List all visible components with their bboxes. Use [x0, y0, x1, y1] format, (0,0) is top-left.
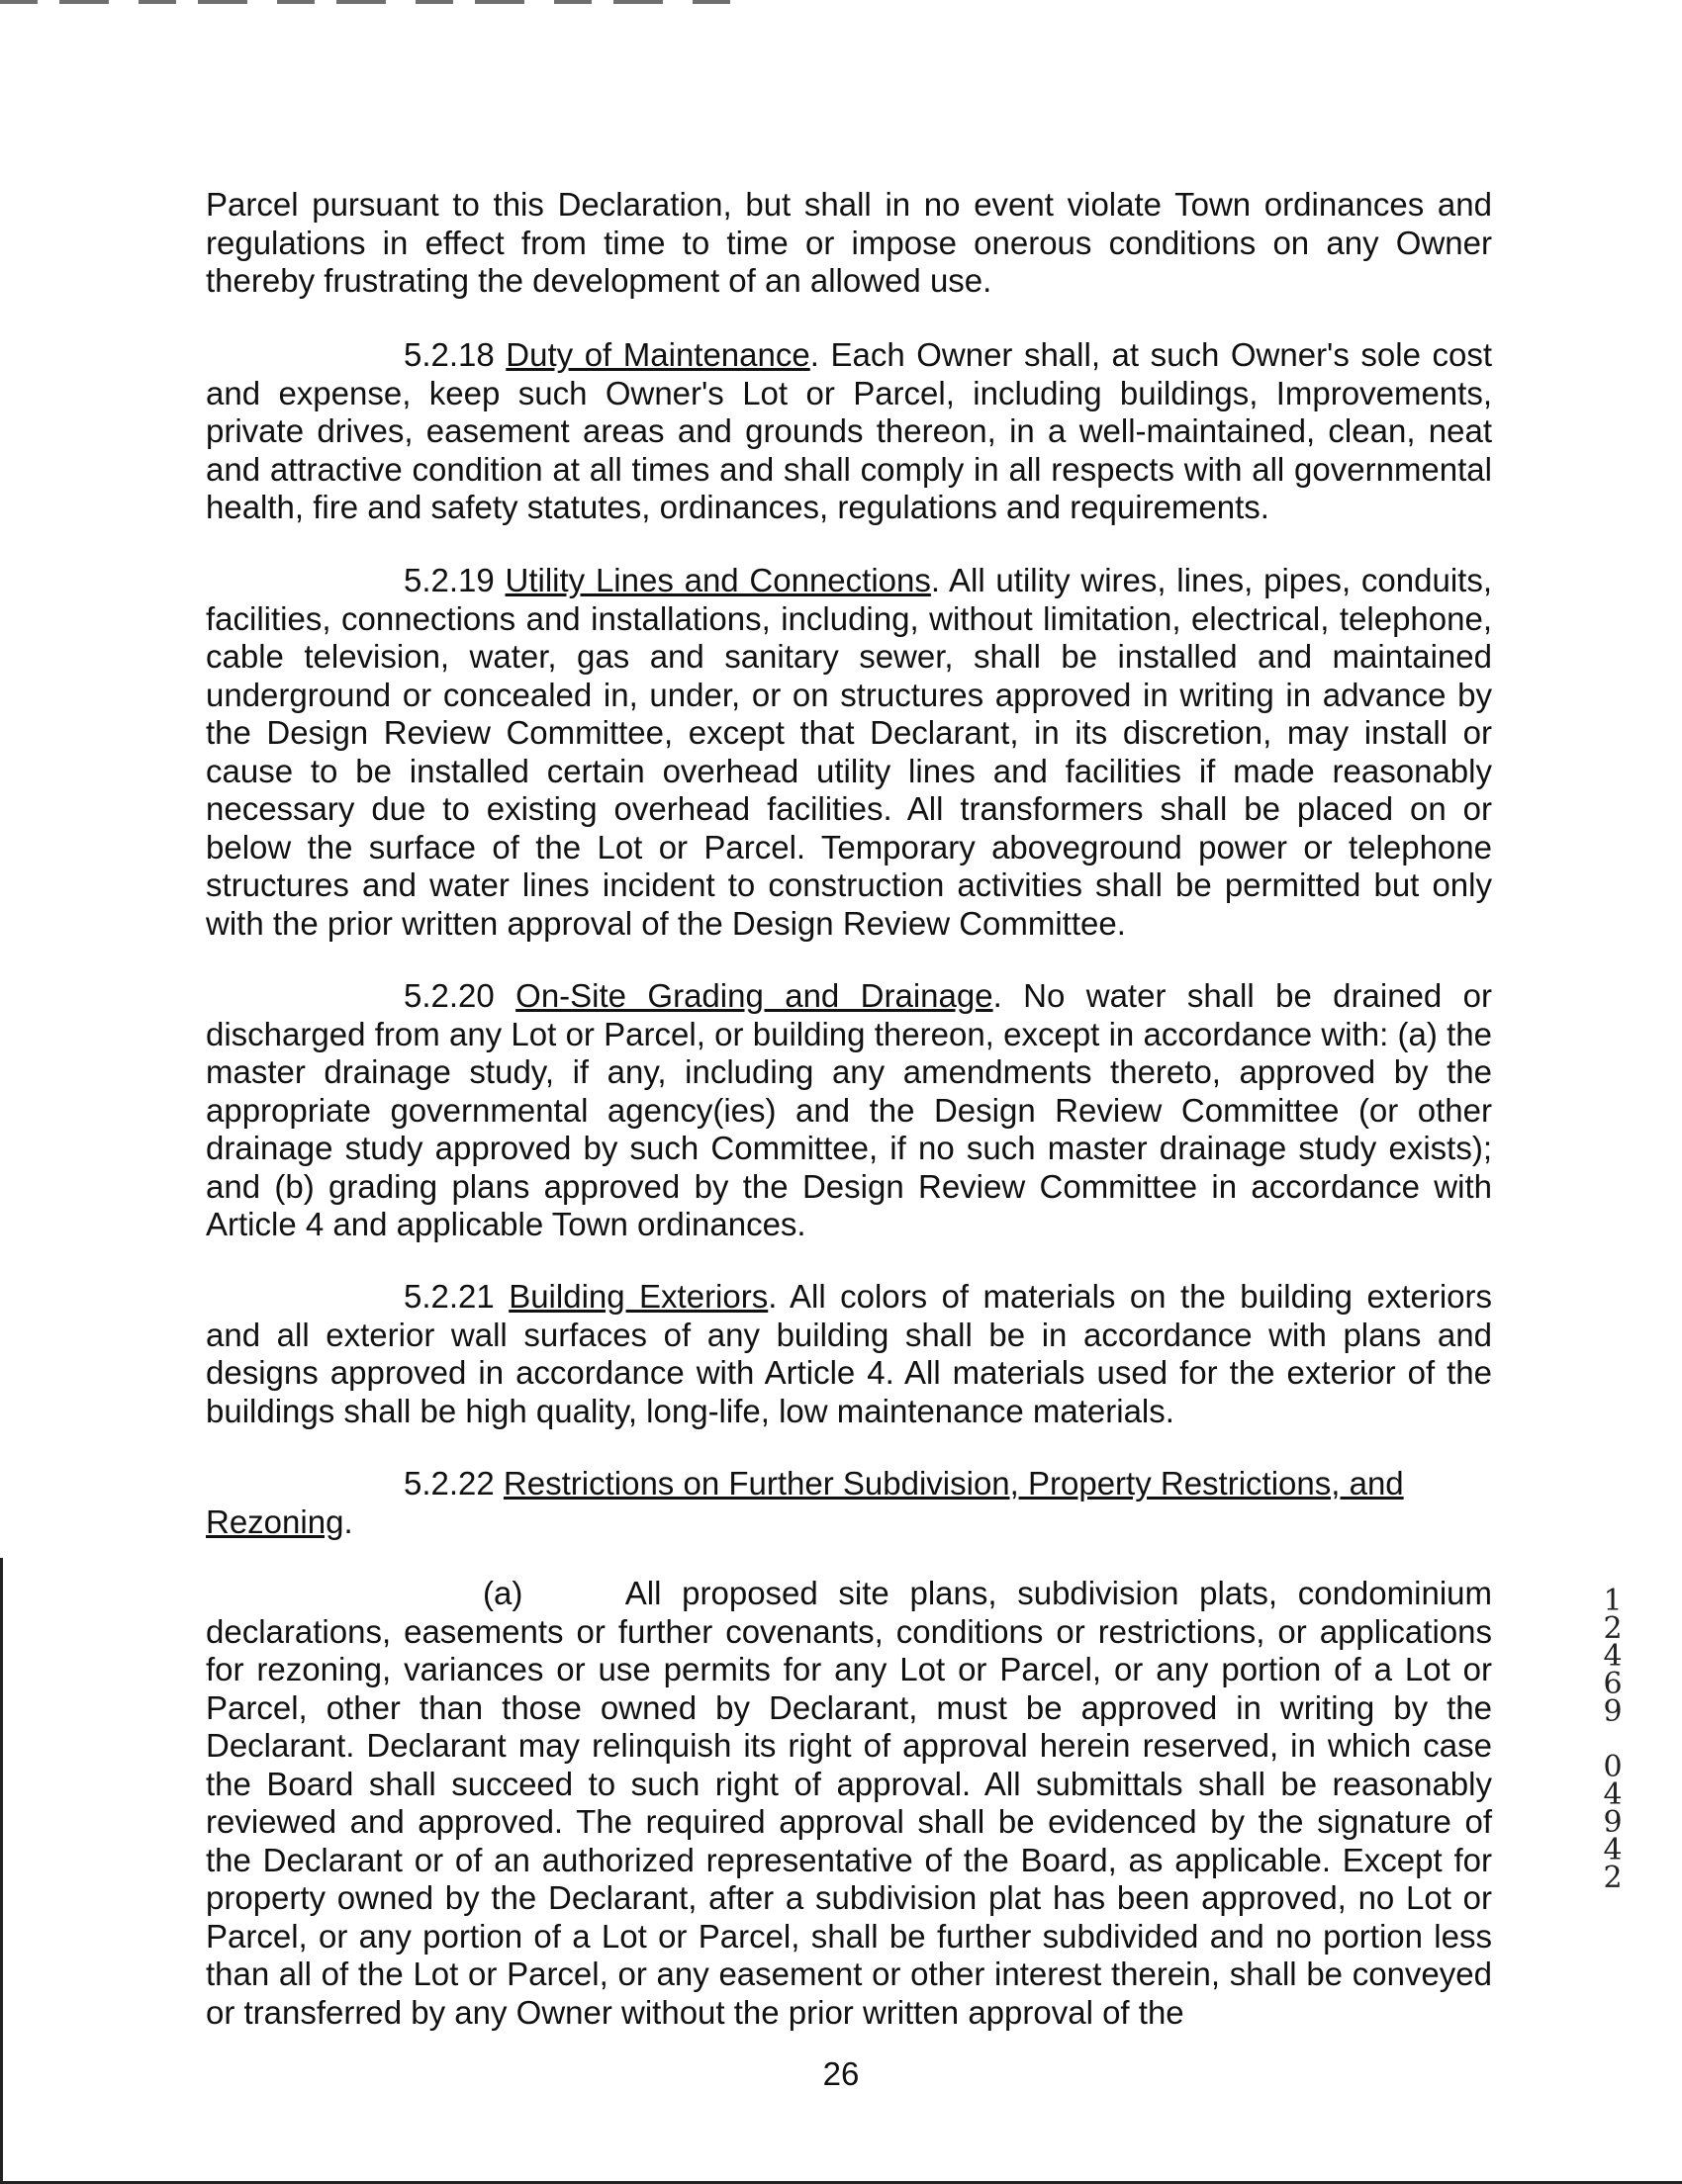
subsection-a [206, 1575, 1492, 2032]
section-5-2-19 [206, 562, 1492, 943]
subsection-text: All proposed site plans, subdivision plats, condominium declarations, easements or further covenants, conditions or restrictions, or applications for rezoning, variances or use permits for any Lot or Parcel, or any portion of a Lot or Parcel, other than those owned by Declarant, must be approved in writing by the Declarant. Declarant may relinquish its right of approval herein reserved, in which case the Board shall succeed to such right of approval. All submittals shall be reasonably reviewed and approved. The required approval shall be evidenced by the signature of the Declarant or of an authorized representative of the Board, as applicable. Except for property owned by the Declarant, after a subdivision plat has been approved, no Lot or Parcel, or any portion of a Lot or Parcel, shall be further subdivided and no portion less than all of the Lot or Parcel, or any easement or other interest therein, shall be conveyed or transferred by any Owner without the prior written approval of the [206, 1575, 1492, 2031]
section-heading [206, 1465, 1492, 1541]
section-text: . All utility wires, lines, pipes, conduits, facilities, connections and installations, including, without limitation, electrical, telephone, cable television, water, gas and sanitary sewer, shall be installed and maintained underground or concealed in, under, or on structures approved in writing in advance by the Design Review Committee, except that Declarant, in its discretion, may install or cause to be installed certain overhead utility lines and facilities if made reasonably necessary due to existing overhead facilities. All transformers shall be placed on or below the surface of the Lot or Parcel. Temporary aboveground power or telephone structures and water lines incident to construction activities shall be permitted but only with the prior written approval of the Design Review Committee. [206, 562, 1492, 942]
stamp-digit: 4 [1603, 1639, 1623, 1674]
section-title-continued: Rezoning [206, 1502, 344, 1540]
stamp-digit: 0 [1603, 1750, 1623, 1784]
page-number: 26 [822, 2055, 860, 2092]
section-text: . No water shall be drained or discharged from any Lot or Parcel, or building thereon, except in accordance with: (a) the master drainage study, if any, including any amendments thereto, approved by the appropriate governmental agency(ies) and the Design Review Committee (or other drainage study approved by such Committee, if no such master drainage study exists); and (b) grading plans approved by the Design Review Committee in accordance with Article 4 and applicable Town ordinances. [206, 977, 1493, 1242]
section-5-2-21 [206, 1278, 1492, 1430]
stamp-digit: 4 [1603, 1833, 1623, 1867]
paragraph-text: Parcel pursuant to this Declaration, but shall in no event violate Town ordinances and regulations in effect from time to time or impose onerous conditions on any Owner thereby frustrating the development of an allowed use. [206, 186, 1492, 299]
section-number: 5.2.21 [404, 1278, 495, 1315]
paragraph-continuation [206, 186, 1492, 301]
stamp-digit: 9 [1603, 1694, 1623, 1729]
stamp-digit: 9 [1603, 1805, 1623, 1840]
stamp-digit: 6 [1603, 1667, 1623, 1701]
scan-artifact-top [0, 0, 752, 4]
section-title: On-Site Grading and Drainage [515, 977, 993, 1014]
subsection-paragraph [206, 1575, 1492, 2032]
stamp-digit: 4 [1603, 1777, 1623, 1812]
section-title: Utility Lines and Connections [505, 562, 931, 598]
section-paragraph [206, 977, 1492, 1244]
stamp-digit: 2 [1603, 1861, 1623, 1895]
section-number: 5.2.18 [404, 336, 495, 373]
section-5-2-18 [206, 336, 1492, 527]
section-title-period: . [343, 1502, 353, 1540]
section-title: Building Exteriors [509, 1278, 769, 1315]
section-paragraph [206, 1278, 1492, 1430]
section-number: 5.2.19 [404, 562, 495, 598]
section-5-2-22 [206, 1465, 1492, 1541]
subsection-label: (a) [483, 1575, 523, 1611]
section-title: Restrictions on Further Subdivision, Property Restrictions, and [503, 1465, 1404, 1502]
recording-number-stamp [1595, 1584, 1631, 1895]
section-paragraph [206, 562, 1492, 943]
stamp-digit: 2 [1603, 1611, 1623, 1646]
section-number: 5.2.20 [404, 977, 495, 1014]
section-5-2-20 [206, 977, 1492, 1244]
section-text: . Each Owner shall, at such Owner's sole cost and expense, keep such Owner's Lot or Parcel, including buildings, Improvements, private drives, easement areas and grounds thereon, in a well-maintained, clean, neat and attractive condition at all times and shall comply in all respects with all governmental health, fire and safety statutes, ordinances, regulations and requirements. [206, 336, 1493, 525]
section-number: 5.2.22 [404, 1465, 495, 1502]
section-text: . All colors of materials on the building exteriors and all exterior wall surfaces of any building shall be in accordance with plans and designs approved in accordance with Article 4. All materials used for the exterior of the buildings shall be high quality, long-life, low maintenance materials. [206, 1278, 1492, 1429]
stamp-digit: 1 [1603, 1584, 1623, 1618]
section-title: Duty of Maintenance [506, 336, 810, 373]
section-paragraph [206, 336, 1492, 527]
